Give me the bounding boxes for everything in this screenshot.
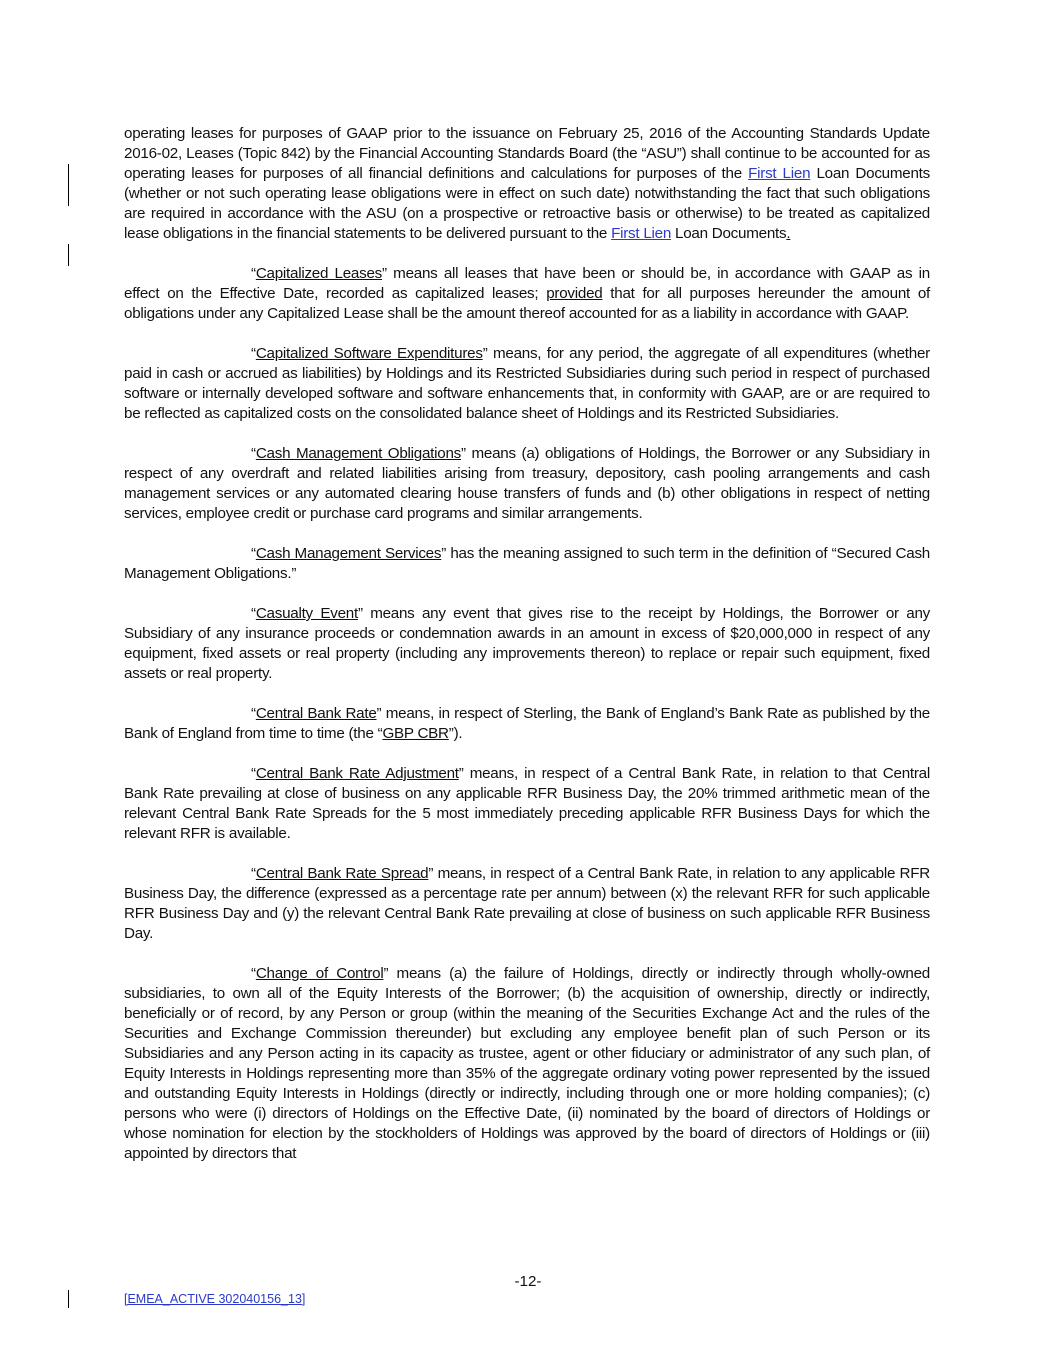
underlined-word: provided [546,285,603,302]
close-quote: ” [461,445,466,462]
paragraph-operating-leases [124,124,930,244]
defined-term: Cash Management Obligations [255,445,462,462]
open-quote: “ [251,765,256,782]
text: operating leases for purposes of GAAP prior to the issuance on February 25, 2016 of the Accounting Standards Update 2016-02, Leases (Topic 842) by the Financial Accounting Standards Board (the “ASU”) shall continue to be accounted for as operating leases for purposes of all financial definitions and calculations for purposes of the [124,125,930,182]
text: . [786,225,791,242]
definition-text: has the meaning assigned to such term in the definition of “Secured Cash Management Obligations.” [124,545,931,582]
change-bar [68,1290,69,1308]
defined-term: Cash Management Services [255,545,442,562]
defined-term: Capitalized Software Expenditures [255,345,483,362]
close-quote: ” [458,765,464,782]
defined-term: Central Bank Rate Spread [255,865,429,882]
underlined-word: GBP CBR [382,725,449,742]
close-quote: ” [382,265,387,282]
open-quote: “ [251,605,256,622]
open-quote: “ [251,705,256,722]
definition-text: means, for any period, the aggregate of all expenditures (whether paid in cash or accrued as liabilities) by Holdings and its Restricted Subsidiaries during such period in respect of purchased software or internally developed software and software enhancements that, in conformity with GAAP, are or are required to be reflected as capitalized costs on the consolidated balance sheet of Holdings and its Restricted Subsidiaries. [124,345,930,422]
open-quote: “ [251,345,256,362]
page-number: -12- [514,1273,542,1290]
definition-capitalized-leases [124,264,930,324]
document-reference-link[interactable]: [EMEA_ACTIVE 302040156_13] [124,1292,306,1306]
defined-term: Casualty Event [255,605,358,622]
open-quote: “ [251,545,256,562]
definition-casualty-event [124,604,930,684]
close-quote: ” [376,705,382,722]
first-lien-link[interactable]: First Lien [748,165,811,182]
definition-text: means any event that gives rise to the receipt by Holdings, the Borrower or any Subsidiary of any insurance proceeds or condemnation awards in an amount in excess of $20,000,000 in respect of any equipment, fixed assets or real property (including any improvements thereon) to replace or repair such equipment, fixed assets or real property. [124,605,930,682]
defined-term: Change of Control [255,965,384,982]
close-quote: ” [383,965,389,982]
definition-text: that for all purposes hereunder the amount of obligations under any Capitalized Lease shall be the amount thereof accounted for as a liability in accordance with GAAP. [124,285,930,322]
definition-text: means, in respect of a Central Bank Rate, in relation to any applicable RFR Business Day, the difference (expressed as a percentage rate per annum) between (x) the relevant RFR for such applicable RFR Business Day and (y) the relevant Central Bank Rate prevailing at close of business on such applicable RFR Business Day. [124,865,930,942]
definition-text: means all leases that have been or should be, in accordance with GAAP as in effect on the Effective Date, recorded as capitalized leases; [124,265,930,302]
definition-text: means, in respect of Sterling, the Bank of England’s Bank Rate as published by the Bank of England from time to time (the “ [124,705,930,742]
definition-central-bank-rate-adjustment [124,764,930,844]
open-quote: “ [251,265,256,282]
definition-text: means (a) obligations of Holdings, the Borrower or any Subsidiary in respect of any overdraft and related liabilities arising from treasury, depository, cash pooling arrangements and cash management services or any automated clearing house transfers of funds and (b) other obligations in respect of netting services, employee credit or purchase card programs and similar arrangements. [124,445,930,522]
definition-capitalized-software-expenditures [124,344,930,424]
document-body [124,124,930,1184]
open-quote: “ [251,865,256,882]
close-quote: ” [441,545,447,562]
definition-central-bank-rate-spread [124,864,930,944]
definition-text: means, in respect of a Central Bank Rate, in relation to that Central Bank Rate prevailing at close of business on any applicable RFR Business Day, the 20% trimmed arithmetic mean of the relevant Central Bank Rate Spreads for the 5 most immediately preceding applicable RFR Business Days for which the relevant RFR is available. [124,765,930,842]
definition-cash-management-obligations [124,444,930,524]
close-quote: ” [428,865,434,882]
open-quote: “ [251,445,256,462]
definition-text: ”). [448,725,463,742]
first-lien-link[interactable]: First Lien [611,225,672,242]
text: Loan Documents (whether or not such operating lease obligations were in effect on such date) notwithstanding the fact that such obligations are required in accordance with the ASU (on a prospective or retroactive basis or otherwise) to be treated as capitalized lease obligations in the financial statements to be delivered pursuant to the [124,165,930,242]
definition-change-of-control [124,964,930,1164]
text: Loan Documents [671,225,787,242]
close-quote: ” [482,345,488,362]
close-quote: ” [357,605,363,622]
definition-cash-management-services [124,544,930,584]
change-bar [68,244,69,266]
definition-text: means (a) the failure of Holdings, directly or indirectly through wholly-owned subsidiaries, to own all of the Equity Interests of the Borrower; (b) the acquisition of ownership, directly or indirectly, beneficially or of record, by any Person or group (within the meaning of the Securities Exchange Act and the rules of the Securities and Exchange Commission thereunder) but excluding any employee benefit plan of such Person or its Subsidiaries and any Person acting in its capacity as trustee, agent or other fiduciary or administrator of any such plan, of Equity Interests in Holdings representing more than 35% of the aggregate ordinary voting power represented by the issued and outstanding Equity Interests in Holdings (directly or indirectly, including through one or more holding companies); (c) persons who were (i) directors of Holdings on the Effective Date, (ii) nominated by the board of directors of Holdings or whose nomination for election by the stockholders of Holdings was approved by the board of directors of Holdings or (iii) appointed by directors that [124,965,930,1162]
defined-term: Central Bank Rate Adjustment [255,765,459,782]
open-quote: “ [251,965,256,982]
defined-term: Central Bank Rate [255,705,377,722]
definition-central-bank-rate [124,704,930,744]
change-bar [68,164,69,206]
defined-term: Capitalized Leases [255,265,383,282]
